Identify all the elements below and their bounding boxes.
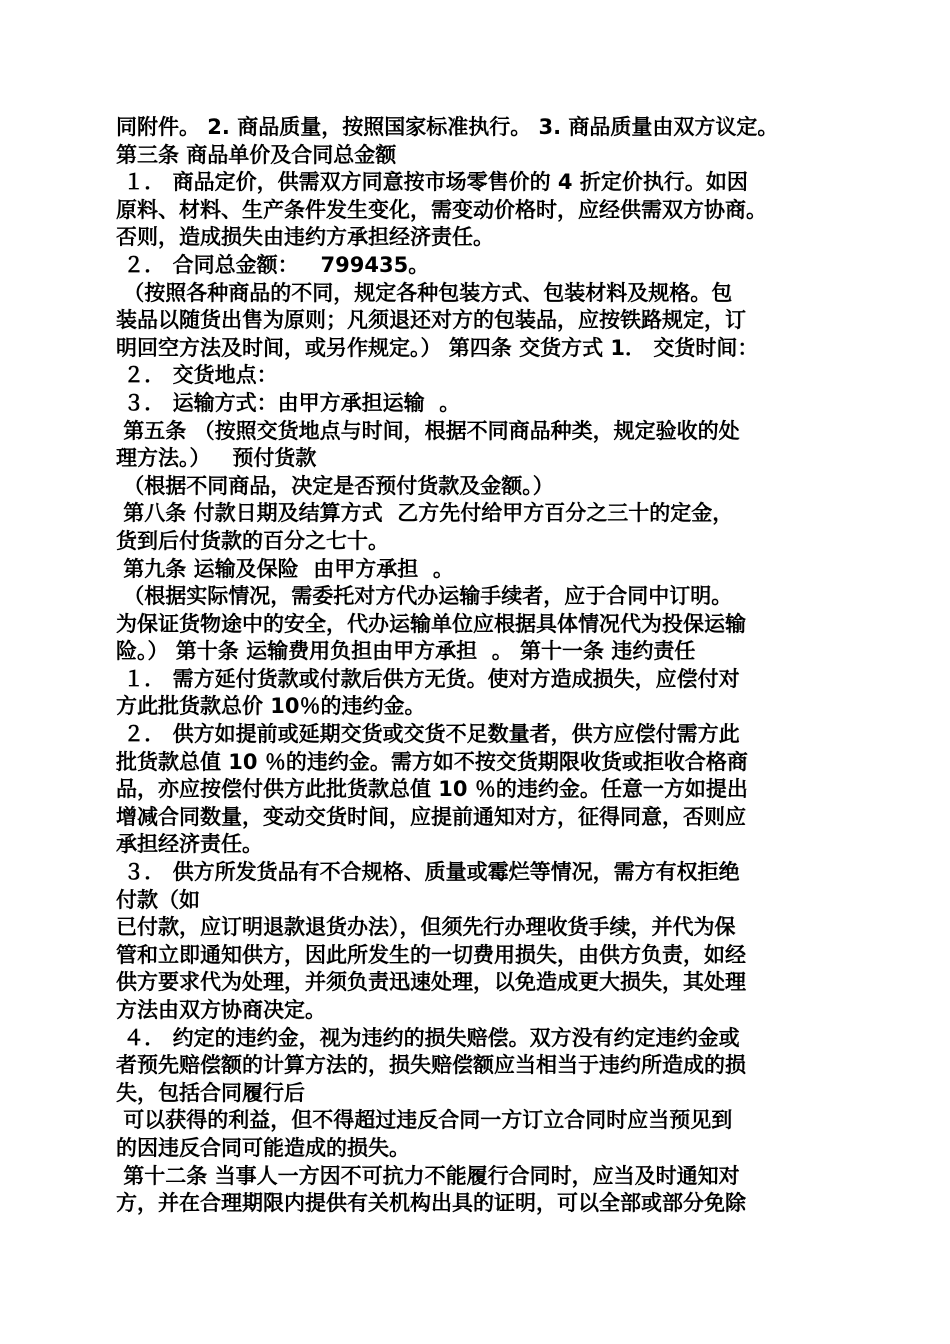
text-line: 货到后付货款的百分之七十。 — [116, 528, 389, 553]
section-heading-article-3: 第三条 商品单价及合同总金额 — [116, 142, 397, 167]
text-line: 增减合同数量，变动交货时间，应提前通知对方，征得同意，否则应 — [116, 804, 746, 829]
text-line: 第九条 运输及保险 由甲方承担 。 — [116, 556, 454, 581]
text-line: 否则，造成损失由违约方承担经济责任。 — [116, 225, 494, 250]
text-line: 供方要求代为处理，并须负责迅速处理，以免造成更大损失，其处理 — [116, 970, 746, 995]
text-line: 品，亦应按偿付供方此批货款总值 10 ％的违约金。任意一方如提出 — [116, 777, 748, 802]
text-line: 第八条 付款日期及结算方式 乙方先付给甲方百分之三十的定金， — [116, 501, 734, 526]
text-line: （按照各种商品的不同，规定各种包装方式、包装材料及规格。包 — [116, 280, 733, 305]
text-line: 明回空方法及时间，或另作规定。） 第四条 交货方式 1． 交货时间： — [116, 335, 759, 360]
text-line: 险。） 第十条 运输费用负担由甲方承担 。 第十一条 违约责任 — [116, 639, 696, 664]
text-line: 原料、材料、生产条件发生变化，需变动价格时，应经供需双方协商。 — [116, 197, 767, 222]
text-line: 装品以随货出售为原则；凡须退还对方的包装品，应按铁路规定，订 — [116, 308, 746, 333]
text-line: 同附件。 2. 商品质量，按照国家标准执行。 3. 商品质量由双方议定。 — [116, 115, 779, 139]
text-line: 付款（如 — [116, 887, 200, 912]
text-line: 失，包括合同履行后 — [116, 1080, 305, 1105]
contract-total-amount: ２． 合同总金额： 799435。 — [116, 252, 430, 277]
text-line: 管和立即通知供方，因此所发生的一切费用损失，由供方负责，如经 — [116, 942, 746, 967]
text-line: 方法由双方协商决定。 — [116, 998, 326, 1022]
text-line: ３． 运输方式：由甲方承担运输 。 — [116, 390, 461, 415]
text-line: 方，并在合理期限内提供有关机构出具的证明，可以全部或部分免除 — [116, 1191, 746, 1216]
text-line: 第五条 （按照交货地点与时间，根据不同商品种类，规定验收的处 — [116, 418, 740, 443]
text-line: （根据不同商品，决定是否预付货款及金额。） — [116, 473, 554, 498]
text-line: 为保证货物途中的安全，代办运输单位应根据具体情况代为投保运输 — [116, 611, 746, 636]
text-line: １． 需方延付货款或付款后供方无货。使对方造成损失，应偿付对 — [116, 666, 740, 691]
text-line: ３． 供方所发货品有不合规格、质量或霉烂等情况，需方有权拒绝 — [116, 860, 740, 885]
text-line: 批货款总值 10 ％的违约金。需方如不按交货期限收货或拒收合格商 — [116, 749, 748, 774]
text-line: 第十二条 当事人一方因不可抗力不能履行合同时，应当及时通知对 — [116, 1163, 740, 1188]
text-line: 已付款，应订明退款退货办法），但须先行办理收货手续，并代为保 — [116, 915, 736, 940]
text-line: 可以获得的利益，但不得超过违反合同一方订立合同时应当预见到 — [116, 1108, 733, 1133]
text-line: ２． 交货地点： — [116, 363, 278, 388]
text-line: ４． 约定的违约金，视为违约的损失赔偿。双方没有约定违约金或 — [116, 1025, 740, 1050]
contract-text-body — [116, 114, 846, 1218]
text-line: 理方法。） 预付货款 — [116, 446, 317, 471]
text-line: １． 商品定价，供需双方同意按市场零售价的 4 折定价执行。如因 — [116, 170, 748, 195]
text-line: 者预先赔偿额的计算方法的，损失赔偿额应当相当于违约所造成的损 — [116, 1053, 746, 1078]
text-line: 的因违反合同可能造成的损失。 — [116, 1135, 410, 1160]
text-line: 方此批货款总价 10％的违约金。 — [116, 694, 426, 719]
text-line: ２． 供方如提前或延期交货或交货不足数量者，供方应偿付需方此 — [116, 722, 740, 747]
text-line: （根据实际情况，需委托对方代办运输手续者，应于合同中订明。 — [116, 584, 733, 609]
text-line: 承担经济责任。 — [116, 832, 263, 857]
